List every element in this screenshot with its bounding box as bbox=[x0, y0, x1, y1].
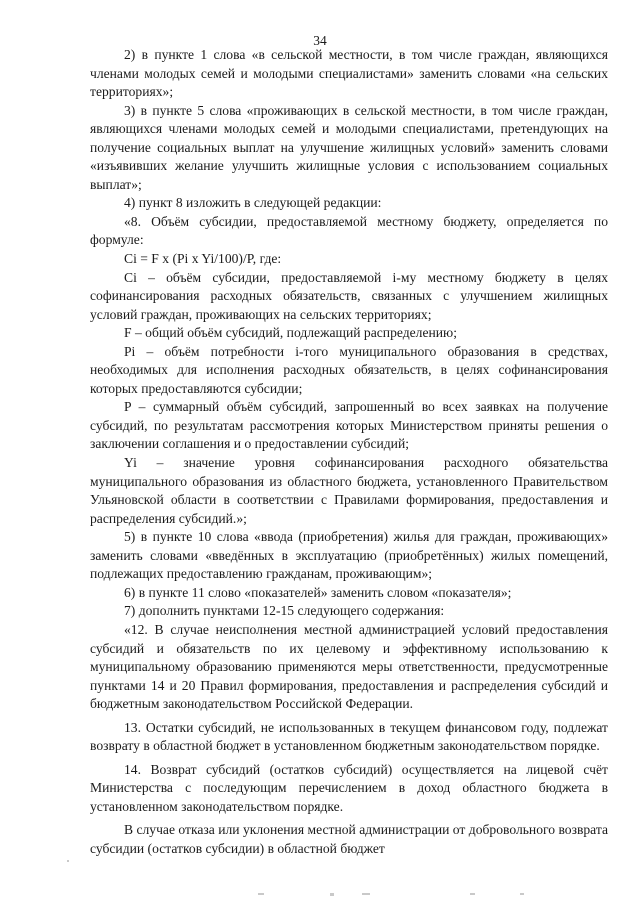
scan-artifact bbox=[330, 893, 334, 896]
paragraph: Yi – значение уровня софинансирования расходного обязательства муниципального образования из областного бюджета, установленного Правительством Ульяновской области в соответствии с Правилами формирования, предоставления и распределения субсидий.»; bbox=[90, 455, 608, 526]
paragraph: Pi – объём потребности i-того муниципального образования в средствах, необходимых для исполнения расходных обязательств, в целях софинансирования которых предоставляются субсидии; bbox=[90, 343, 608, 396]
page-number: 34 bbox=[313, 33, 327, 48]
scan-artifact bbox=[520, 893, 524, 895]
paragraph: 5) в пункте 10 слова «ввода (приобретения) жилья для граждан, проживающих» заменить словами «введённых в эксплуатацию (приобретённых) жилых помещений, подлежащих предоставлению гражданам, проживающим»; bbox=[90, 529, 608, 582]
paragraph: 7) дополнить пунктами 12-15 следующего содержания: bbox=[124, 603, 445, 619]
paragraph: «12. В случае неисполнения местной администрацией условий предоставления субсидий и обязательств по их целевому и эффективному использованию к муниципальному образованию применяются меры ответственности, предусмотренные пунктами 14 и 20 Правил формирования, предоставления и распределения субсидий и бюджетным законодательством Российской Федерации. bbox=[90, 621, 608, 712]
paragraph: 14. Возврат субсидий (остатков субсидий) осуществляется на лицевой счёт Министерства с последующим перечислением в доход областного бюджета в установленном законодательством порядке. bbox=[90, 761, 608, 814]
formula: Ci = F x (Pi x Yi/100)/P, где: bbox=[124, 251, 282, 267]
paragraph: P – суммарный объём субсидий, запрошенный во всех заявках на получение субсидий, по результатам рассмотрения которых Министерством приняты решения о заключении соглашения и о предоставлении субсидий; bbox=[90, 399, 608, 452]
paragraph: «8. Объём субсидии, предоставляемой местному бюджету, определяется по формуле: bbox=[90, 213, 608, 248]
paragraph: F – общий объём субсидий, подлежащий распределению; bbox=[124, 325, 457, 341]
paragraph: Ci – объём субсидии, предоставляемой i-му местному бюджету в целях софинансирования расходных обязательств, связанных с улучшением жилищных условий граждан, проживающих на сельских территориях; bbox=[90, 269, 608, 322]
scan-artifact bbox=[362, 893, 370, 895]
scan-artifact bbox=[67, 860, 69, 862]
paragraph: 2) в пункте 1 слова «в сельской местности, в том числе граждан, являющихся членами молодых семей и молодыми специалистами» заменить словами «на сельских территориях»; bbox=[90, 47, 608, 100]
paragraph: 4) пункт 8 изложить в следующей редакции: bbox=[124, 195, 382, 211]
scan-artifact bbox=[470, 893, 475, 895]
document-body bbox=[90, 46, 608, 859]
scan-artifact bbox=[258, 893, 264, 895]
paragraph: В случае отказа или уклонения местной администрации от добровольного возврата субсидии (остатков субсидии) в областной бюджет bbox=[90, 822, 608, 856]
paragraph: 6) в пункте 11 слово «показателей» заменить словом «показателя»; bbox=[124, 584, 512, 600]
paragraph: 13. Остатки субсидий, не использованных в текущем финансовом году, подлежат возврату в областной бюджет в установленном бюджетным законодательством порядке. bbox=[90, 719, 608, 754]
paragraph: 3) в пункте 5 слова «проживающих в сельской местности, в том числе граждан, являющихся членами молодых семей и молодыми специалистами, претендующих на получение социальных выплат на улучшение жилищных условий» заменить словами «изъявивших желание улучшить жилищные условия с использованием социальных выплат»; bbox=[90, 102, 608, 192]
